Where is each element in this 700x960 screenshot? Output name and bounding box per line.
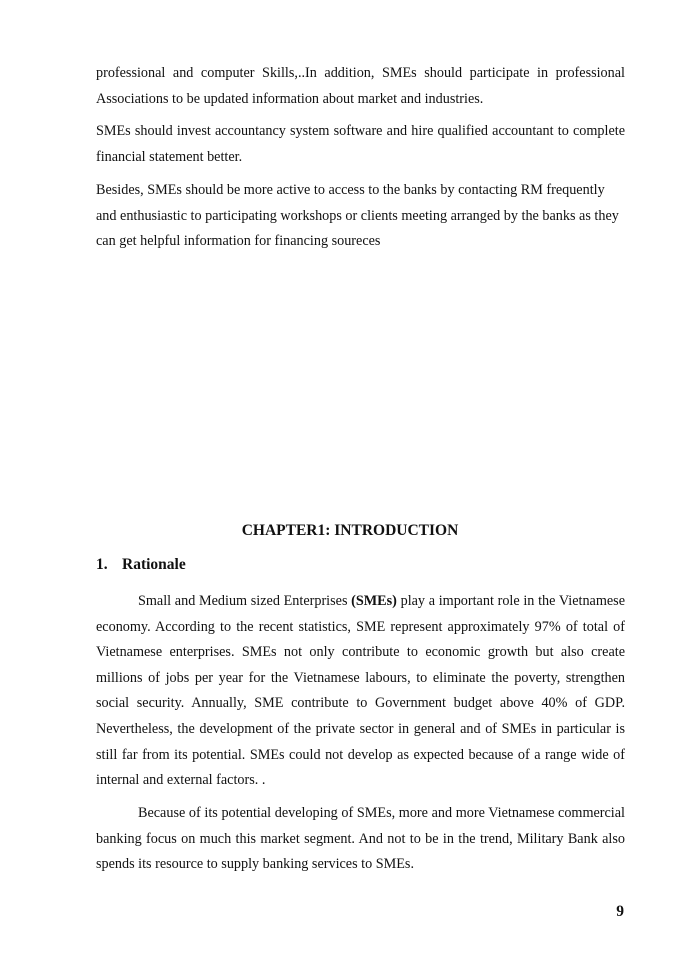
section-heading — [96, 556, 186, 574]
paragraph-rationale-1 — [96, 589, 625, 794]
section-number: 1. — [96, 556, 108, 573]
section-title: Rationale — [122, 556, 186, 573]
paragraph-banks: Besides, SMEs should be more active to access to the banks by contacting RM frequently and enthusiastic to participating workshops or clients meeting arranged by the banks as they can get helpful information for financing soureces — [96, 182, 619, 250]
page-number: 9 — [616, 903, 624, 920]
rationale-text-rest: play a important role in the Vietnamese economy. According to the recent statistics, SME represent approximately 97% of total of Vietnamese enterprises. SMEs not only contribute to economic growth but also create millions of jobs per year for the Vietnamese labours, to eliminate the poverty, strengthen social security. Annually, SME contribute to Government budget above 40% of GDP. Nevertheless, the development of the private sector in general and of SMEs in particular is still far from its potential. SMEs could not develop as expected because of a range wide of internal and external factors. . — [96, 593, 625, 789]
paragraph-skills: professional and computer Skills,..In addition, SMEs should participate in professional Associations to be updated information about market and industries. — [96, 65, 625, 107]
paragraph-rationale-2: Because of its potential developing of SMEs, more and more Vietnamese commercial banking focus on much this market segment. And not to be in the trend, Military Bank also spends its resource to supply banking services to SMEs. — [96, 805, 625, 873]
paragraph-accountancy: SMEs should invest accountancy system software and hire qualified accountant to complete financial statement better. — [96, 123, 625, 165]
chapter-title: CHAPTER1: INTRODUCTION — [241, 522, 459, 539]
rationale-text-start: Small and Medium sized Enterprises — [138, 593, 352, 609]
smes-bold-term: (SMEs) — [351, 593, 397, 609]
